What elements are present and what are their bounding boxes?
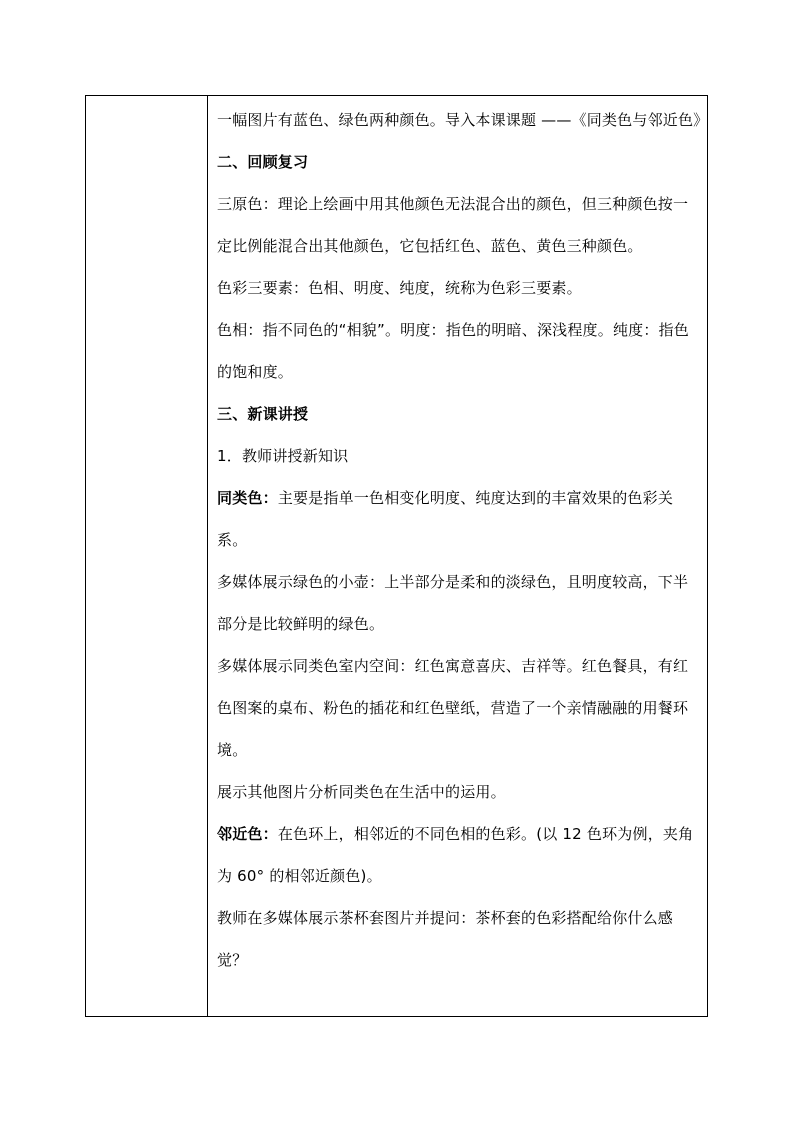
intro-paragraph: 一幅图片有蓝色、绿色两种颜色。导入本课课题 ——《同类色与邻近色》 <box>217 111 709 129</box>
life-application-paragraph: 展示其他图片分析同类色在生活中的运用。 <box>217 783 506 801</box>
lesson-table <box>85 95 708 1017</box>
hue-definition-paragraph: 色相：指不同色的“相貌”。明度：指色的明暗、深浅程度。纯度：指色的饱和度。 <box>217 321 689 381</box>
green-pot-paragraph: 多媒体展示绿色的小壶：上半部分是柔和的淡绿色，且明度较高，下半部分是比较鲜明的绿色。 <box>217 573 689 633</box>
adjacent-color-text: 在色环上，相邻近的不同色相的色彩。(以 12 色环为例，夹角为 60° 的相邻近颜色)。 <box>217 825 694 885</box>
section-heading-review: 二、回顾复习 <box>217 153 309 171</box>
lesson-content-cell <box>217 99 709 981</box>
analogous-color-term: 同类色： <box>217 489 278 507</box>
section-heading-new-lesson: 三、新课讲授 <box>217 405 309 423</box>
analogous-color-text: 主要是指单一色相变化明度、纯度达到的丰富效果的色彩关系。 <box>217 489 674 549</box>
analogous-color-definition <box>217 477 702 561</box>
teacher-instruction-item: 1．教师讲授新知识 <box>217 447 349 465</box>
adjacent-color-term: 邻近色： <box>217 825 278 843</box>
three-elements-paragraph: 色彩三要素：色相、明度、纯度，统称为色彩三要素。 <box>217 279 582 297</box>
primary-colors-paragraph: 三原色：理论上绘画中用其他颜色无法混合出的颜色，但三种颜色按一定比例能混合出其他颜色，它包括红色、蓝色、黄色三种颜色。 <box>217 195 689 255</box>
adjacent-color-definition <box>217 813 702 897</box>
column-divider <box>207 96 208 1016</box>
interior-space-paragraph: 多媒体展示同类色室内空间：红色寓意喜庆、吉祥等。红色餐具，有红色图案的桌布、粉色的插花和红色壁纸，营造了一个亲情融融的用餐环境。 <box>217 657 689 759</box>
teacup-question-paragraph: 教师在多媒体展示茶杯套图片并提问：茶杯套的色彩搭配给你什么感觉？ <box>217 909 674 969</box>
